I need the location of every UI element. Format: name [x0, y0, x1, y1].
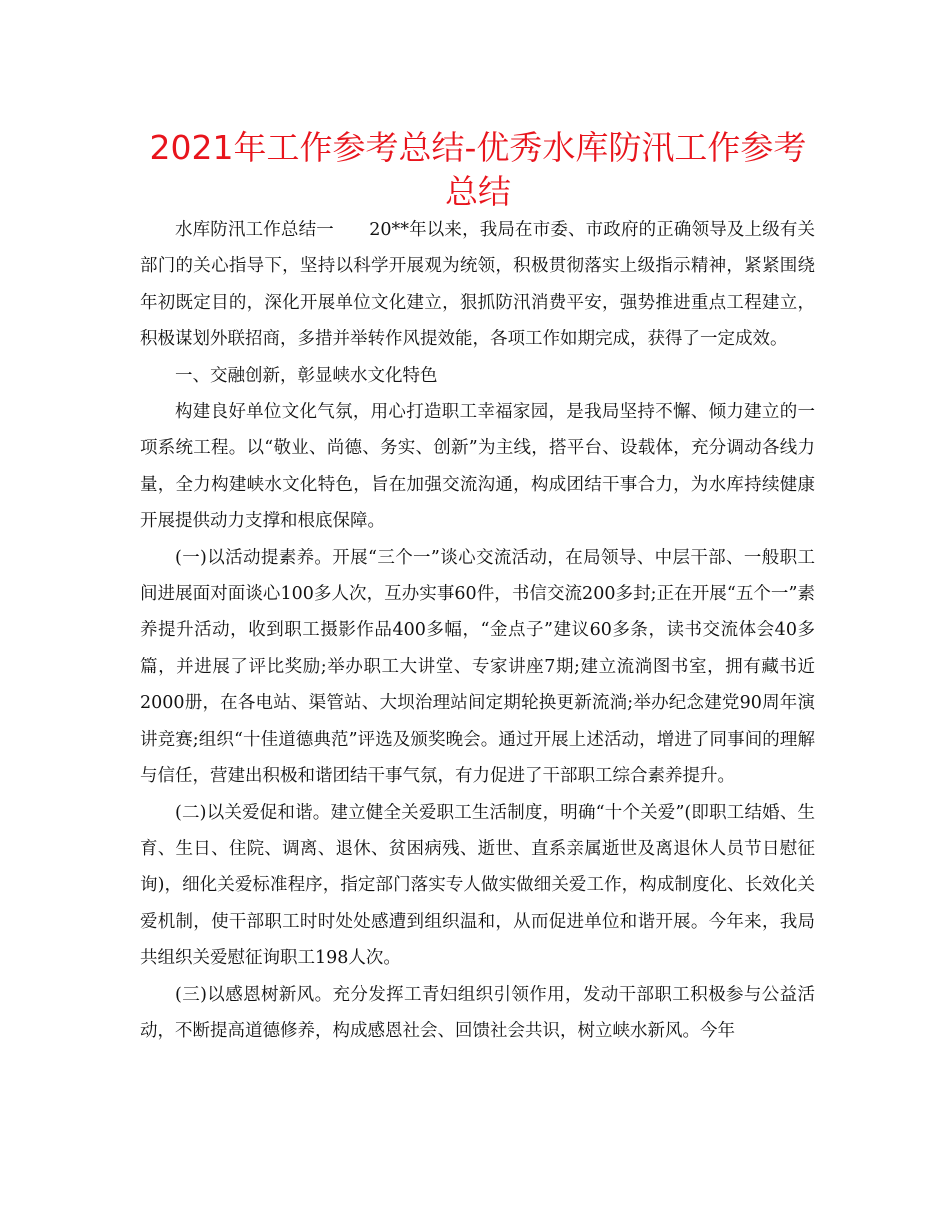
paragraph-activities: (一)以活动提素养。开展“三个一”谈心交流活动，在局领导、中层干部、一般职工间进展面对面谈心100多人次，互办实事60件，书信交流200多封;正在开展“五个一”素养提升活动，收到职工摄影作品400多幅，“金点子”建议60多条，读书交流体会40多篇，并进展了评比奖励;举办职工大讲堂、专家讲座7期;建立流淌图书室，拥有藏书近2000册，在各电站、渠管站、大坝治理站间定期轮换更新流淌;举办纪念建党90周年演讲竞赛;组织“十佳道德典范”评选及颁奖晚会。通过开展上述活动，增进了同事间的理解与信任，营建出积极和谐团结干事气氛，有力促进了干部职工综合素养提升。 [140, 547, 815, 787]
section-heading-1: 一、交融创新，彰显峡水文化特色 [175, 365, 438, 386]
paragraph-gratitude: (三)以感恩树新风。充分发挥工青妇组织引领作用，发动干部职工积极参与公益活动，不断提高道德修养，构成感恩社会、回馈社会共识，树立峡水新风。今年 [140, 984, 815, 1041]
paragraph-care: (二)以关爱促和谐。建立健全关爱职工生活制度，明确“十个关爱”(即职工结婚、生育、生日、住院、调离、退休、贫困病残、逝世、直系亲属逝世及离退休人员节日慰征询)，细化关爱标准程序，指定部门落实专人做实做细关爱工作，构成制度化、长效化关爱机制，使干部职工时时处处感遭到组织温和，从而促进单位和谐开展。今年来，我局共组织关爱慰征询职工198人次。 [140, 802, 815, 969]
paragraph-culture: 构建良好单位文化气氛，用心打造职工幸福家园，是我局坚持不懈、倾力建立的一项系统工程。以“敬业、尚德、务实、创新”为主线，搭平台、设载体，充分调动各线力量，全力构建峡水文化特色，旨在加强交流沟通，构成团结干事合力，为水库持续健康开展提供动力支撑和根底保障。 [140, 402, 815, 532]
document-body [140, 212, 815, 1049]
paragraph-intro: 水库防汛工作总结一 20**年以来，我局在市委、市政府的正确领导及上级有关部门的关心指导下，坚持以科学开展观为统领，积极贯彻落实上级指示精神，紧紧围绕年初既定目的，深化开展单位文化建立，狠抓防汛消费平安，强势推进重点工程建立，积极谋划外联招商，多措并举转作风提效能，各项工作如期完成，获得了一定成效。 [140, 220, 815, 350]
document-title: 2021年工作参考总结-优秀水库防汛工作参考总结 [149, 128, 807, 211]
